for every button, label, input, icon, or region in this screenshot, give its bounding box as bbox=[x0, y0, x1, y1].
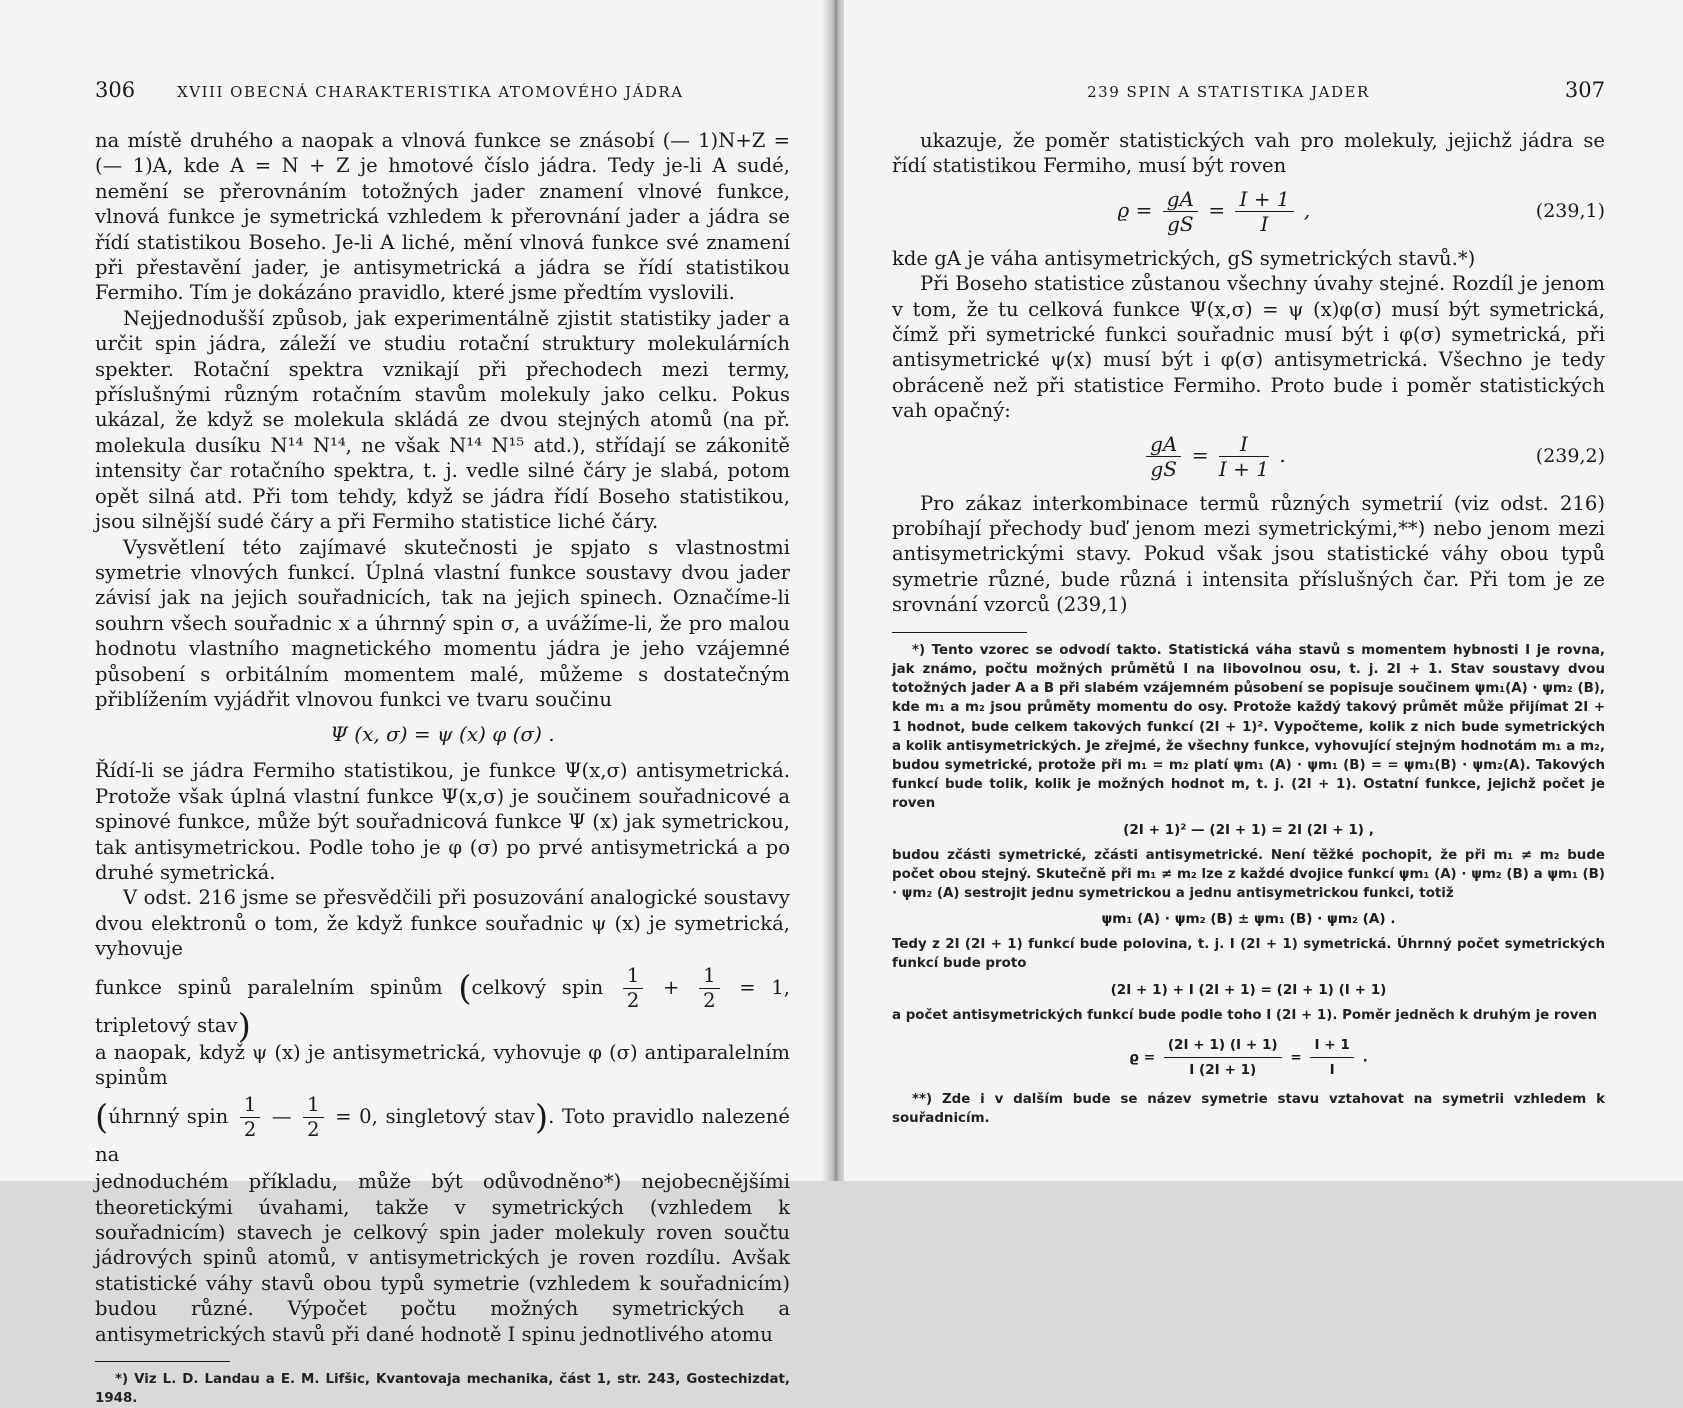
left-footnote: *) Viz L. D. Landau a E. M. Lifšic, Kvantovaja mechanika, část 1, str. 243, Gostechizdat, 1948. bbox=[95, 1372, 790, 1407]
equation-239-2-body: $\frac{gA}{gS}$ = $\frac{I}{I + 1}$ . bbox=[892, 432, 1536, 481]
fraction-footnote-b: $\frac{I + 1}{I}$ bbox=[1310, 1033, 1353, 1082]
right-page-number: 307 bbox=[1564, 78, 1605, 102]
equation-number-239-1: (239,1) bbox=[1535, 200, 1605, 223]
minus-sign: — bbox=[271, 1104, 292, 1128]
left-page bbox=[0, 0, 830, 1407]
triplet-text-b: celkový spin bbox=[471, 975, 604, 999]
footnote-1-part-3: Tedy z 2I (2I + 1) funkcí bude polovina, t. j. I (2I + 1) symetrická. Úhrnný počet symetrických funkcí bude proto bbox=[892, 937, 1605, 972]
left-running-title: XVIII OBECNÁ CHARAKTERISTIKA ATOMOVÉHO JÁDRA bbox=[177, 83, 684, 101]
right-paragraph-4: Pro zákaz interkombinace termů různých symetrií (viz odst. 216) probíhají přechody buď jenom mezi symetrickými,**) nebo jenom mezi antisymetrickými stavy. Pokud však jsou statistické váhy obou typů symetrie různé, bude různá i intensita příslušných čar. Při tom je ze srovnání vzorců (239,1) bbox=[892, 491, 1605, 617]
left-paragraph-4: Řídí-li se jádra Fermiho statistikou, je funkce Ψ(x,σ) antisymetrická. Protože však úplná vlastní funkce Ψ(x,σ) je součinem souřadnicové a spinové funkce, může být souřadnicová funkce Ψ (x) jak symetrickou, tak antisymetrickou. Podle toho je φ (σ) po prvé antisymetrická a po druhé symetrická. bbox=[95, 759, 790, 884]
fraction-half-d: $\frac{1}{2}$ bbox=[303, 1093, 323, 1142]
left-page-number: 306 bbox=[95, 78, 136, 102]
formula-wavefunction-product: Ψ (x, σ) = ψ (x) φ (σ) . bbox=[330, 722, 555, 747]
footnote-equation-1: (2I + 1)² — (2I + 1) = 2I (2I + 1) , bbox=[1123, 821, 1374, 838]
right-running-title: 239 SPIN A STATISTIKA JADER bbox=[1087, 83, 1370, 101]
left-paren: ( bbox=[458, 968, 472, 1009]
singlet-text-c: . Toto pravidlo nalezené na bbox=[95, 1104, 790, 1166]
singlet-text-b: = 0, singletový stav bbox=[335, 1104, 535, 1128]
fraction-footnote-a: $\frac{(2I + 1) (I + 1)}{I (2I + 1)}$ bbox=[1164, 1033, 1282, 1082]
triplet-line bbox=[95, 963, 790, 1047]
fraction-half-c: $\frac{1}{2}$ bbox=[240, 1093, 260, 1142]
left-paragraph-3: Vysvětlení této zajímavé skutečnosti je spjato s vlastnostmi symetrie vlnových funkcí. Úplná vlastní funkce soustavy dvou jader závisí jak na jejich souřadnicích, tak na jejich spinech. Označíme-li souhrn všech souřadnic x a úhrnný spin σ, a uvážíme-li, že pro malou hodnotu vlastního magnetického momentu jádra je jeho vzájemné působení s orbitálním momentem malé, můžeme s dostatečným přiblížením vyjádřit vlnovou funkci ve tvaru součinu bbox=[95, 535, 790, 711]
footnote-equation-2: ψm₁ (A) · ψm₂ (B) ± ψm₁ (B) · ψm₂ (A) . bbox=[1101, 911, 1396, 928]
right-paren-2: ) bbox=[534, 1097, 549, 1138]
equation-239-1 bbox=[892, 187, 1605, 236]
equation-239-1-body: ϱ = $\frac{gA}{gS}$ = $\frac{I + 1}{I}$ , bbox=[1117, 186, 1311, 236]
equation-number-239-2: (239,2) bbox=[1535, 445, 1605, 468]
triplet-text-c: = 1, tripletový stav bbox=[95, 975, 790, 1037]
fraction-I-I1: $\frac{I}{I + 1}$ bbox=[1218, 431, 1269, 481]
footnote-1-part-2: budou zčásti symetrické, zčásti antisymetrické. Není těžké pochopit, že při m₁ ≠ m₂ bude počet obou stejný. Skutečně při m₁ ≠ m₂ lze z každé dvojice funkcí ψm₁ (A) · ψm₂ (B) a ψm₁ (B) · ψm₂ (A) sestrojit jednu symetrickou a jednu antisymetrickou funkci, totiž bbox=[892, 847, 1605, 901]
right-footnote-rule bbox=[892, 632, 1027, 633]
left-paragraph-1: na místě druhého a naopak a vlnová funkce se znásobí (— 1)N+Z = (— 1)A, kde A = N + Z je hmotové číslo jádra. Tedy je-li A sudé, nemění se přerovnáním totožných jader znamení vlnové funkce, vlnová funkce je symetrická vzhledem k přerovnání jader a jádra se řídí statistikou Boseho. Je-li A liché, mění vlnová funkce své znamení při přestavění jader, je antisymetrická a jádra se řídí statistikou Fermiho. Tím je dokázáno pravidlo, které jsme předtím vyslovili. bbox=[95, 129, 790, 305]
left-paragraph-5-start: V odst. 216 jsme se přesvědčili při posuzování analogické soustavy dvou elektronů o tom, že když funkce souřadnic ψ (x) je symetrická, vyhovuje bbox=[95, 886, 790, 961]
footnote-1-part-4: a počet antisymetrických funkcí bude podle toho I (2I + 1). Poměr jedněch k druhým je roven bbox=[892, 1007, 1598, 1023]
left-paren-2: ( bbox=[95, 1097, 109, 1138]
footnote-equation-4: ϱ = $\frac{(2I + 1) (I + 1)}{I (2I + 1)}$ = $\frac{I + 1}{I}$ . bbox=[892, 1033, 1605, 1082]
fraction-half-a: $\frac{1}{2}$ bbox=[623, 964, 643, 1013]
triplet-text-a: funkce spinů paralelním spinům bbox=[95, 975, 443, 999]
right-page bbox=[844, 0, 1683, 1181]
right-header bbox=[892, 78, 1605, 102]
footnote-2: **) Zde i v dalším bude se název symetrie stavu vztahovat na symetrii vzhledem k souřadnicím. bbox=[892, 1091, 1605, 1126]
right-paragraph-2: kde gA je váha antisymetrických, gS symetrických stavů.*) bbox=[892, 246, 1476, 270]
plus-sign: + bbox=[663, 975, 680, 999]
singlet-text-a: úhrnný spin bbox=[108, 1104, 229, 1128]
fraction-I1-I: $\frac{I + 1}{I}$ bbox=[1235, 187, 1293, 236]
right-paren: ) bbox=[237, 1006, 251, 1047]
fraction-half-b: $\frac{1}{2}$ bbox=[699, 964, 719, 1013]
equation-239-2 bbox=[892, 432, 1605, 481]
fraction-gA-gS-2: $\frac{gA}{gS}$ bbox=[1146, 432, 1181, 481]
left-header bbox=[95, 78, 790, 102]
fraction-gA-gS: $\frac{gA}{gS}$ bbox=[1163, 187, 1198, 236]
antiparallel-line: a naopak, když ψ (x) je antisymetrická, vyhovuje φ (σ) antiparalelním spinům bbox=[95, 1041, 790, 1090]
footnote-1-part-1: *) Tento vzorec se odvodí takto. Statistická váha stavů s momentem hybnosti I je rovna, jak známo, počtu možných průmětů I na libovolnou osu, t. j. 2I + 1. Stav soustavy dvou totožných jader A a B při slabém vzájemném působení se popisuje součinem ψm₁(A) · ψm₂ (B), kde m₁ a m₂ jsou průměty momentu do osy. Protože každý takový průmět může přijímat 2I + 1 hodnot, bude celkem takových funkcí (2I + 1)². Vypočteme, kolik z nich bude symetrických a kolik antisymetrických. Je zřejmé, že všechny funkce, vyhovující stejným hodnotám m₁ a m₂, budou symetrické, protože při m₁ = m₂ platí ψm₁ (A) · ψm₁ (B) = = ψm₁(B) · ψm₂(A). Takových funkcí bude tolik, kolik je možných hodnot m, t. j. (2I + 1). Ostatní funkce, jejichž počet je roven bbox=[892, 642, 1605, 812]
left-paragraph-5-rest: jednoduchém příkladu, může být odůvodněno*) nejobecnějšími theoretickými úvahami, takže v symetrických (vzhledem k souřadnicím) stavech je celkový spin jader molekuly roven součtu jádrových spinů atomů, v antisymetrických je roven rozdílu. Avšak statistické váhy stavů obou typů symetrie (vzhledem k souřadnicím) budou různé. Výpočet počtu možných symetrických a antisymetrických stavů při dané hodnotě I spinu jednotlivého atomu bbox=[95, 1170, 790, 1346]
singlet-line bbox=[95, 1093, 790, 1167]
footnote-equation-3: (2I + 1) + I (2I + 1) = (2I + 1) (I + 1) bbox=[1110, 981, 1387, 998]
left-paragraph-2: Nejjednodušší způsob, jak experimentálně zjistit statistiky jader a určit spin jádra, záleží ve studiu rotační struktury molekulárních spekter. Rotační spektra vznikají při přechodech mezi termy, příslušnými různým rotačním stavům molekuly jako celku. Pokus ukázal, že když se molekula skládá ze dvou stejných atomů (na př. molekula dusíku N¹⁴ N¹⁴, ne však N¹⁴ N¹⁵ atd.), střídají se zákonitě intensity čar rotačního spektra, t. j. vedle silné čáry je slabá, potom opět silná atd. Při tom tehdy, když se jádra řídí Boseho statistikou, jsou silnější sudé čáry a při Fermiho statistice liché čáry. bbox=[95, 306, 790, 534]
right-paragraph-1: ukazuje, že poměr statistických vah pro molekuly, jejichž jádra se řídí statistikou Fermiho, musí být roven bbox=[892, 129, 1605, 178]
right-paragraph-3: Při Boseho statistice zůstanou všechny úvahy stejné. Rozdíl je jenom v tom, že tu celková funkce Ψ(x,σ) = ψ (x)φ(σ) musí být symetrická, čímž při symetrické funkci souřadnic musí být i φ(σ) symetrická, při antisymetrické ψ(x) musí být i φ(σ) antisymetrická. Všechno je tedy obráceně než při statistice Fermiho. Proto bude i poměr statistických vah opačný: bbox=[892, 272, 1605, 423]
left-footnote-rule bbox=[95, 1361, 230, 1362]
